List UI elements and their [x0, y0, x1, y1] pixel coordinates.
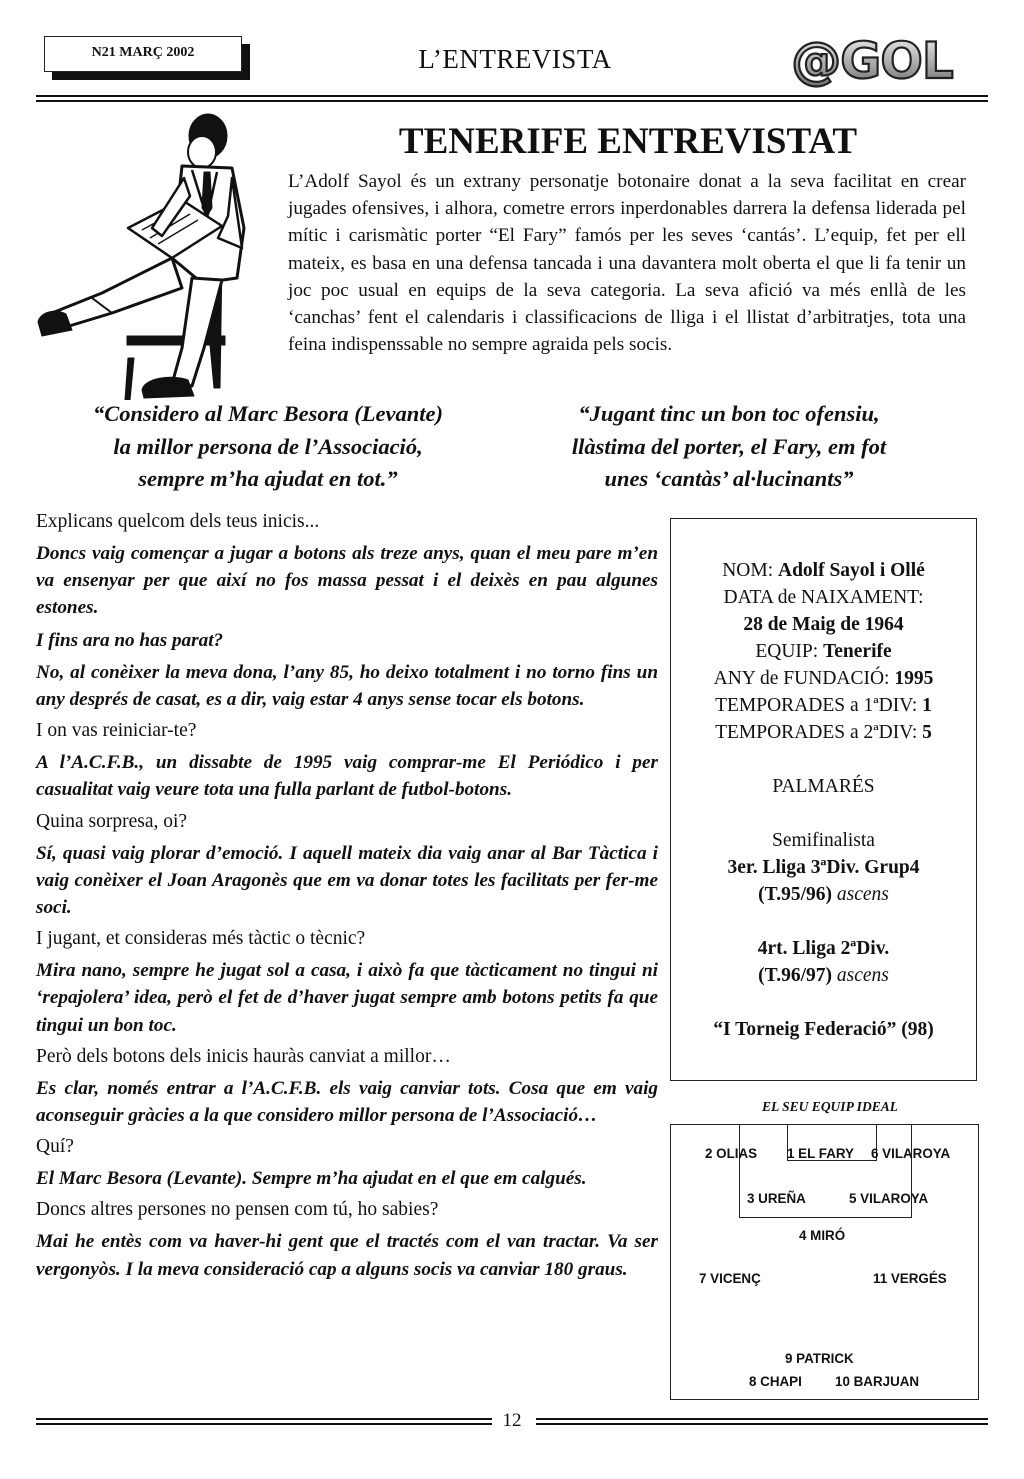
interview-answer: Sí, quasi vaig plorar d’emoció. I aquell mateix dia vaig anar al Bar Tàctica i vaig conèixer el Joan Aragonès que em va donar totes les facilitats per fer-me soci. [36, 842, 658, 919]
player-label: 8 CHAPI [749, 1374, 802, 1389]
gol-logo [782, 32, 962, 88]
player-label: 6 VILAROYA [871, 1146, 951, 1161]
profile-box [670, 518, 977, 1081]
player-label: 5 VILAROYA [849, 1191, 929, 1206]
player-label: 1 EL FARY [787, 1146, 854, 1161]
player-label: 3 UREÑA [747, 1191, 806, 1206]
interview-body [36, 509, 658, 1288]
player-label: 2 OLIAS [705, 1146, 758, 1161]
pull-quote-right [496, 398, 962, 496]
profile-seasons-2div: TEMPORADES a 2ªDIV: 5 [715, 722, 932, 743]
interview-answer: No, al conèixer la meva dona, l’any 85, ho deixo totalment i no torno fins un any després de casat, es a dir, vaig estar 4 anys sense tocar els botons. [36, 661, 658, 711]
footer-rule-left-2 [36, 1423, 494, 1425]
interview-question: Doncs altres persones no pensen com tú, ho sabies? [36, 1199, 439, 1221]
player-label: 9 PATRICK [785, 1351, 854, 1366]
interview-question: Però dels botons dels inicis hauràs canviat a millor… [36, 1045, 451, 1067]
palmares-item: (T.95/96) ascens [758, 884, 889, 905]
header-rule-bottom [36, 100, 988, 102]
player-label: 10 BARJUAN [835, 1374, 920, 1389]
player-label: 11 VERGÉS [873, 1271, 947, 1286]
ideal-team-caption: EL SEU EQUIP IDEAL [762, 1099, 898, 1114]
header-rule-top [36, 95, 988, 97]
interview-question: I jugant, et consideras més tàctic o tècnic? [36, 928, 366, 950]
profile-founded: ANY de FUNDACIÓ: 1995 [713, 668, 934, 689]
interview-question: Quina sorpresa, oi? [36, 810, 188, 832]
footer-rule-right [536, 1418, 988, 1420]
interview-answer: Doncs vaig començar a jugar a botons als treze anys, quan el meu pare m’en va ensenyar per que així no fos massa pessat i el deixès en pau algunes estones. [36, 543, 658, 619]
palmares-item: 4rt. Lliga 2ªDiv. [757, 938, 890, 959]
player-label: 4 MIRÓ [799, 1228, 846, 1243]
section-title: L’ENTREVISTA [418, 44, 612, 74]
palmares-item: “I Torneig Federació” (98) [713, 1019, 934, 1040]
profile-seasons-1div: TEMPORADES a 1ªDIV: 1 [715, 695, 932, 716]
issue-label: N21 MARÇ 2002 [44, 36, 242, 72]
pull-quote-left [40, 398, 496, 496]
pull-quote-line: “Considero al Marc Besora (Levante) [93, 401, 443, 426]
palmares-item: 3er. Lliga 3ªDiv. Grup4 [727, 857, 920, 878]
pull-quote-line: la millor persona de l’Associació, [113, 433, 423, 459]
pull-quote-line: sempre m’ha ajudat en tot.” [138, 466, 398, 491]
profile-birth-label: DATA de NAIXAMENT: [723, 587, 924, 608]
interview-question: Explicans quelcom dels teus inicis... [36, 511, 320, 532]
logo-text: @GOL [791, 32, 953, 88]
footer-rule-left [36, 1418, 494, 1420]
interview-answer: A l’A.C.F.B., un dissabte de 1995 vaig comprar-me El Periódico i per casualitat vaig veure tota una fulla parlant de futbol-botons. [36, 752, 658, 801]
interview-answer: Mai he entès com va haver-hi gent que el tractés com el van tractar. Va ser vergonyòs. I la meva consideració cap a alguns socis va canviar 180 graus. [36, 1231, 658, 1280]
palmares-title: PALMARÉS [772, 776, 875, 797]
player-label: 7 VICENÇ [699, 1271, 761, 1286]
profile-birth-date: 28 de Maig de 1964 [743, 614, 904, 635]
interview-answer: Es clar, només entrar a l’A.C.F.B. els vaig canviar tots. Cosa que em vaig aconseguir gràcies a la que considero millor persona de l’Associació… [36, 1077, 658, 1127]
footer-rule-right-2 [536, 1423, 988, 1425]
palmares-item: (T.96/97) ascens [758, 965, 889, 986]
pull-quote-line: “Jugant tinc un bon toc ofensiu, [578, 401, 880, 426]
profile-name: NOM: Adolf Sayol i Ollé [722, 560, 925, 581]
interview-answer: El Marc Besora (Levante). Sempre m’ha ajudat en el que em calgués. [36, 1168, 587, 1190]
headline: TENERIFE ENTREVISTAT [398, 121, 858, 162]
profile-team: EQUIP: Tenerife [755, 641, 892, 662]
reading-man-illustration [32, 108, 260, 400]
interview-question: I on vas reiniciar-te? [36, 720, 197, 742]
palmares-item: Semifinalista [772, 830, 875, 851]
interview-question: Quí? [36, 1136, 74, 1158]
interview-answer: Mira nano, sempre he jugat sol a casa, i això fa que tàcticament no tingui ni ‘repajolera’ idea, però el fet de d’haver jugat sempre amb botons petits fa que tingui un bon toc. [36, 960, 658, 1036]
ideal-team-diagram [670, 1124, 979, 1400]
pull-quote-line: llàstima del porter, el Fary, em fot [571, 433, 887, 459]
interview-question: I fins ara no has parat? [36, 629, 224, 651]
pull-quote-line: unes ‘cantàs’ al·lucinants” [604, 466, 854, 491]
intro-paragraph: L’Adolf Sayol és un extrany personatje botonaire donat a la seva facilitat en crear jugades ofensives, i alhora, cometre errors inperdonables darrera la defensa liderada pel mític i carismàtic porter “El Fary” famós per les seves ‘cantás’. L’equip, fet per ell mateix, es basa en una defensa tancada i una davantera molt oberta el que li fa tenir un joc poc usual en equips de la seva categoria. La seva afició va més enllà de les ‘canchas’ fent el calendaris i classificacions de lliga i el llistat d’arbitratjes, tota una feina indispenssable no sempre agraida pels socis. [288, 171, 966, 356]
page-number: 12 [492, 1410, 532, 1432]
